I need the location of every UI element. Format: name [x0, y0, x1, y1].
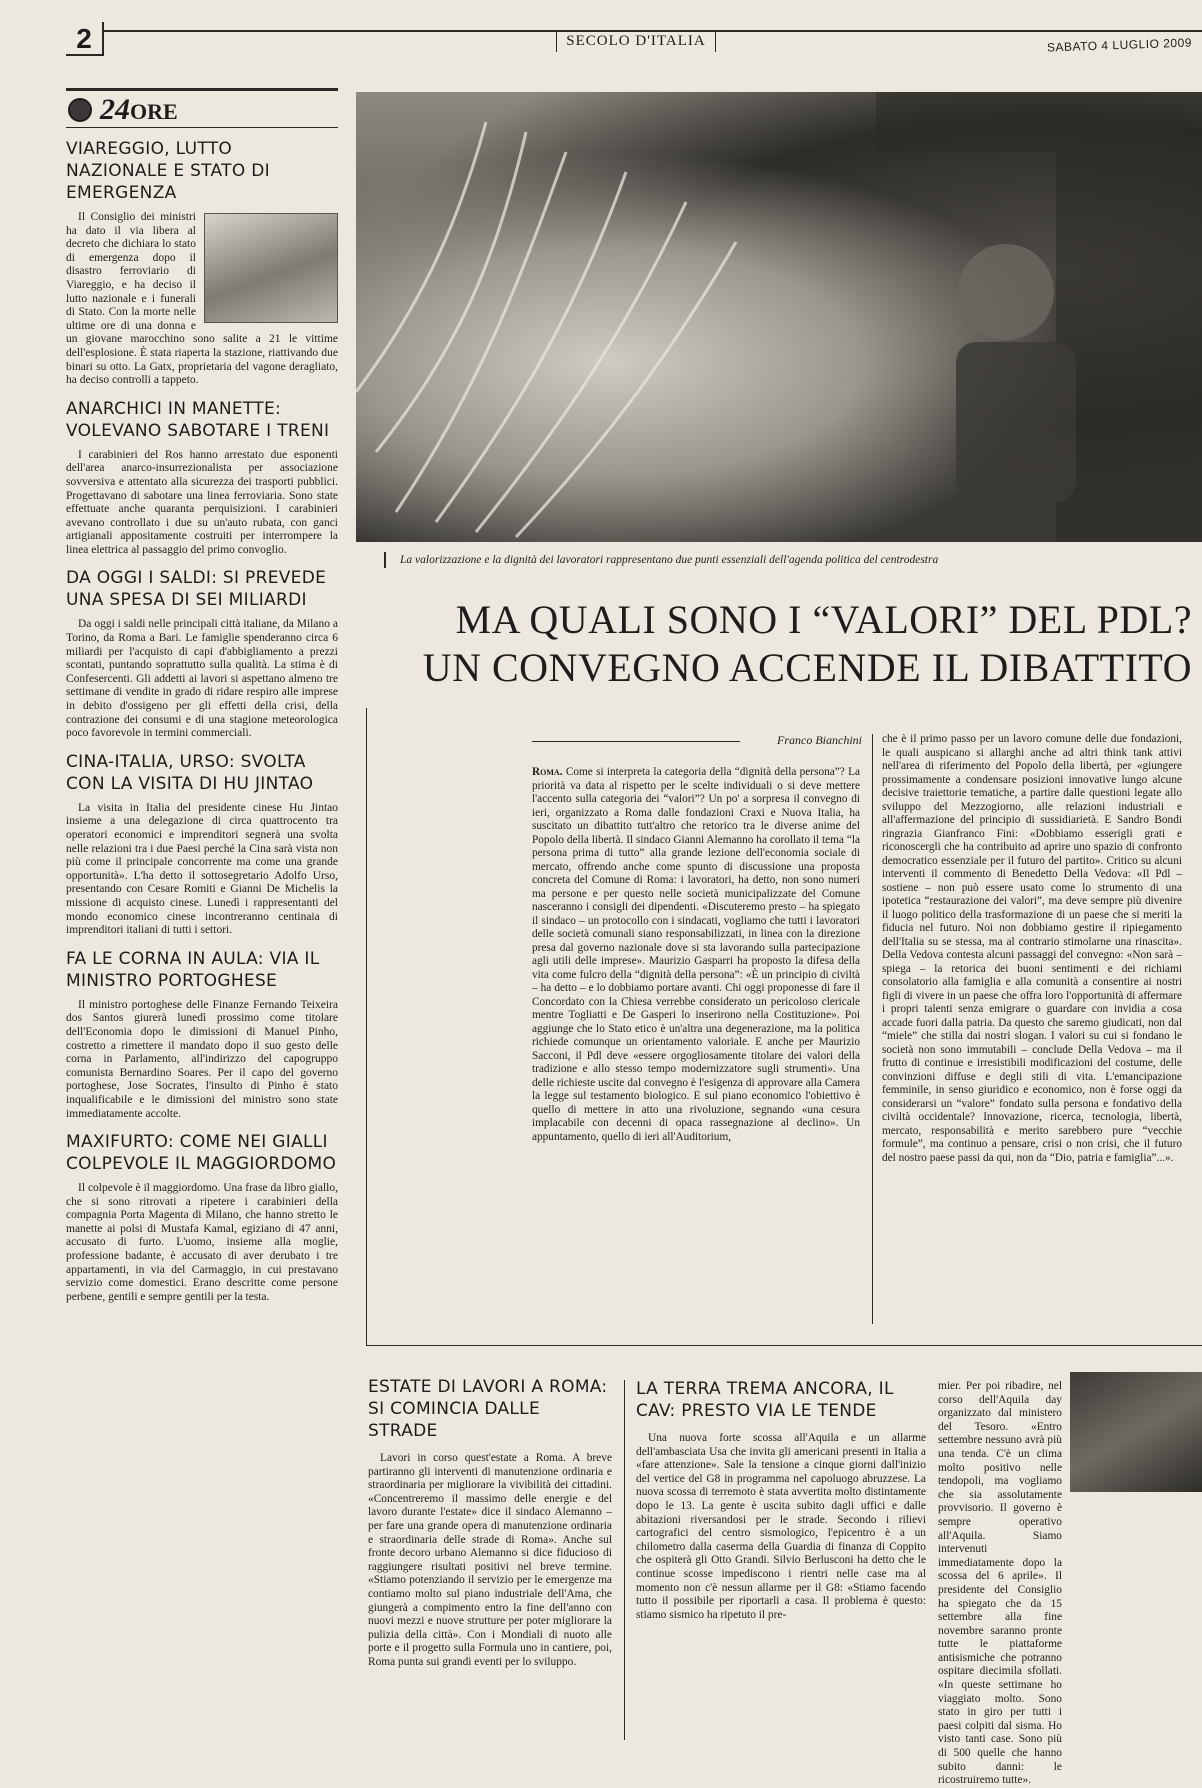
brief-title: VIAREGGIO, LUTTO NAZIONALE E STATO DI EMERGENZA [66, 139, 270, 203]
news-brief [66, 1131, 338, 1304]
brief-body: Il colpevole è il maggiordomo. Una frase da libro giallo, che si sono ritrovati a ripetere i carabinieri della compagnia Porta Magenta di Milano, che hanno stretto le manette ai polsi di Mustafa Kamal, egiziano di 47 anni, accusato di furto. L'uomo, insieme alla moglie, professione badante, è accusato di aver derubato i tre appartamenti, in via del Carmaggio, in cui prestavano servizio come domestici. Erano descritte come persone perbene, gentili e sempre gentili per la testa. [66, 1182, 338, 1303]
brief-title: FA LE CORNA IN AULA: VIA IL MINISTRO PORTOGHESE [66, 948, 320, 991]
bottom-story-earthquake [636, 1378, 926, 1746]
lead-photo [356, 92, 1202, 542]
byline: Franco Bianchini [777, 733, 862, 747]
article-column-1: Roma. Come si interpreta la categoria della “dignità della persona”? La priorità va data al rispetto per le scelte individuali o si deve mettere l'accento sulla categoria dei “valori”? Un po' a sorpresa il convegno di ieri, organizzato a Roma dalle fondazioni Craxi e Nuova Italia, ha suscitato un dibattito tutt'altro che retorico tra le diverse anime del Popolo della libertà. Il sindaco Gianni Alemanno ha corollato il tema “la persona prima di tutto” alla grande lezione dell'economia sociale di mercato, offrendo anche come spunto di discussione una proposta concreta del Comune di Roma: i lavoratori, ha detto, non sono numeri ma persone e per questo nelle società municipalizzate del Comune nasceranno i consigli dei dipendenti. «Discuteremo presto – ha spiegato il sindaco – un protocollo con i sindacati, vogliamo che tutti i lavoratori delle società comunali siano responsabilizzati, in linea con la direzione presa dal governo nazionale dove si sta lavorando sulla partecipazione agli utili delle imprese». Maurizio Gasparri ha proposto la difesa della vita come fulcro della “dignità della persona”: «È un principio di civiltà – ha detto – e lo dobbiamo portare avanti. Chi oggi proponesse di fare il Concordato con la Chiesa verrebbe considerato un pericoloso clericale mentre Togliatti e De Gasperi lo inserirono nella Costituzione». Poi aggiunge che lo Stato etico è un'altra una degenerazione, ma la politica richiede comunque un orientamento valoriale. E anche per Maurizio Sacconi, il Pdl deve «essere orgogliosamente titolare dei valori della tradizione e allo stesso tempo modernizzatore sugli strumenti». Una delle richieste uscite dal convegno è l'esigenza di approvare alla Camera la legge sul testamento biologico. E sul piano economico l'obiettivo è quello di mettere in atto una rivoluzione, segnando «una cesura implacabile con decenni di opaca rassegnazione al declino». Un appuntamento, quello di ieri all'Auditorium, [532, 766, 860, 1143]
article-column-2: che è il primo passo per un lavoro comune delle due fondazioni, le quali auspicano si allarghi anche ad altri think tank attivi nell'area di riferimento del Popolo della libertà, per «giungere prossimamente a condensare posizioni innovative lungo alcune decisive traiettorie tematiche, a partire dalle questioni legate allo sviluppo del Mezzogiorno, alle relazioni industriali e all'affermazione del principio di sussidiarietà. E Sandro Bondi ringrazia Gianfranco Fini: «Dobbiamo esserigli grati e riconoscergli che ha contribuito ad aprire uno spazio di confronto democratico essenziale per il futuro del partito». Critico su alcuni interventi il commento di Benedetto Della Vedova: «Il Pdl – sostiene – non può essere usato come lo strumento di una ipotetica “restaurazione dei valori”, ma deve sempre più divenire il luogo politico della trasformazione di un paese che si meriti la fiducia nel futuro. Noi non dobbiamo gestire il ripiegamento dell'Italia su se stessa, ma al contrario stimolarne una rinascita». Della Vedova contesta alcuni passaggi del convegno: «Non sarà – spiega – la retorica dei buoni sentimenti e dei richiami consolatorio alla famiglia e alla comunità a consentire ai nostri figli di vivere in un paese che offra loro l'opportunità di affermare i propri talenti senza emigrare o guardare con invidia a cosa accade fuori dalla patria. Da questo che saremo giudicati, non dal “miele” che stilla dai nostri slogan. I valori su cui si fondano le società non sono immutabili – conclude Della Vedova – ma il frutto di continue e irresistibili modificazioni del costume, delle convinzioni diffuse e degli stili di vita. L'emancipazione femminile, in senso giuridico e economico, non è forse oggi da considerarsi un “valore” fondato sulla persona e fondativo della civiltà occidentale? Innovazione, ricerca, tecnologia, libertà, mercato, responsabilità e merito sarebbero pure “vecchie formule”, ma continuo a pensare, crisi o non crisi, che il futuro del nostro paese passi da qui, non da “Dio, patria e famiglia”...». [882, 733, 1182, 1164]
turbine-illustration [356, 92, 1202, 542]
main-headline: MA QUALI SONO I “VALORI” DEL PDL? UN CONVEGNO ACCENDE IL DIBATTITO [422, 597, 1192, 690]
brief-body: Il Consiglio dei ministri ha dato il via libera al decreto che dichiara lo stato di emergenza dopo il disastro ferroviario di Viareggio, e ha deciso il lutto nazionale e i funerali di Stato. Con la morte nelle ultime ore di una donna e un giovane marocchino sono salite a 21 le vittime dell'esplosione. È stata riaperta la stazione, riattivando due binari su otto. La Gatx, proprietaria del vagone deragliato, ha deciso controlli a tappeto. [66, 211, 338, 387]
story-body-continued: mier. Per poi ribadire, nel corso dell'Aquila day organizzato dal ministero del Tesoro. «Entro settembre nessuno avrà più una tenda. C'è un clima molto positivo nelle tendopoli, ma vogliamo che sia assolutamente provvisorio. Il governo è sempre operativo all'Aquila. Siamo intervenuti immediatamente dopo la scossa del 6 aprile». Il presidente del Consiglio ha spiegato che da 15 settembre alla fine novembre saranno pronte tutte le piattaforme antisismiche che potranno ospitare diecimila sfollati. «In queste settimane ho viaggiato molto. Sono stato in giro per tutti i paesi colpiti dal sisma. Ho visto tanti case. Sono più di 500 quelle che hanno subito danni: le ricostruiremo tutte». [938, 1380, 1062, 1787]
brief-body: Da oggi i saldi nelle principali città italiane, da Milano a Torino, da Roma a Bari. Le famiglie spenderanno circa 6 miliardi per l'acquisto di capi d'abbigliamento a prezzi scontati, puntando soprattutto sulla qualità. La stima è di Confesercenti. Gli addetti ai lavori si aspettano almeno tre settimane di vendite in grado di ridare respiro alle imprese in debito d'ossigeno per gli effetti della crisi, della contrazione dei consumi e di una stagione meteorologica poco favorevole in termini commerciali. [66, 618, 338, 740]
issue-date: SABATO 4 LUGLIO 2009 [1046, 35, 1193, 55]
news-brief [66, 567, 338, 740]
column-divider [624, 1380, 625, 1740]
story-title: ESTATE DI LAVORI A ROMA: SI COMINCIA DALLE STRADE [368, 1377, 608, 1441]
section-banner [66, 88, 338, 128]
story-body: Lavori in corso quest'estate a Roma. A breve partiranno gli interventi di manutenzione ordinaria e straordinaria per migliorare la vivibilità dei cittadini. «Concentreremo il massimo delle energie e del lavoro durante l'estate» dice il sindaco Alemanno – per fare una grande opera di manutenzione ordinaria e straordinaria delle strade di Roma». Anche sul fronte decoro urbano Alemanno si dice fiducioso di raggiungere risultati positivi nel breve termine. «Stiamo potenziando il servizio per le emergenze ma contiamo molto sul piano industriale dell'Ama, che giungerà a compimento entro la fine dell'anno con nuovi mezzi e nuove strutture per poter migliorare la pulizia della città». Con i Mondiali di nuoto alle porte e il progetto sulla Formula uno in cantiere, poi, Roma punta sui grandi eventi per lo sviluppo. [368, 1452, 612, 1668]
brief-body: La visita in Italia del presidente cinese Hu Jintao insieme a una delegazione di circa quattrocento tra operatori economici e imprenditori segnerà una svolta nelle relazioni tra i due Paesi perché la Cina sarà vista non più come il principale concorrente ma come una grande opportunità». L'ha detto il sottosegretario Adolfo Urso, presentando con Cesare Romiti e Gianni De Michelis la missione di acquisto cinese. Lunedì i rappresentanti del mondo economico cinese incontreranno centinaia di imprenditori italiani di tutti i settori. [66, 801, 338, 937]
news-brief [66, 751, 338, 938]
earthquake-photo-thumbnail [1070, 1372, 1202, 1492]
news-brief [66, 398, 338, 558]
section-label: 24ORE [100, 93, 178, 126]
news-photo-thumbnail [204, 213, 338, 323]
story-title: LA TERRA TREMA ANCORA, IL CAV: PRESTO VIA LE TENDE [636, 1379, 894, 1421]
news-brief [66, 948, 338, 1121]
brief-title: CINA-ITALIA, URSO: SVOLTA CON LA VISITA DI HU JINTAO [66, 751, 314, 794]
brief-title: ANARCHICI IN MANETTE: VOLEVANO SABOTARE I TRENI [66, 398, 330, 441]
brief-title: MAXIFURTO: COME NEI GIALLI COLPEVOLE IL MAGGIORDOMO [66, 1132, 337, 1175]
left-column [66, 88, 338, 1314]
brief-body: Il ministro portoghese delle Finanze Fernando Teixeira dos Santos giurerà lunedì prossimo come titolare dell'Economia dopo le dimissioni di Manuel Pinho, costretto a rimettere il mandato dopo il suo gesto delle corna in Parlamento, all'indirizzo del capogruppo comunista Bernardino Soares. Per il capo del governo portoghese, Jose Socrates, l'insulto di Pinho è stato inqualificabile e le dimissioni del ministro sono state immediatamente accolte. [66, 998, 338, 1120]
story-body: Una nuova forte scossa all'Aquila e un allarme dell'ambasciata Usa che invita gli americani presenti in Italia a «fare attenzione». Sale la tensione a cinque giorni dall'inizio del vertice del G8 in programma nel capoluogo abruzzese. La nuova scossa di terremoto è stata avvertita molto distintamente dopo le 13. La gente è uscita subito dagli uffici e dalle abitazioni riversandosi per le strade. Secondo i rilievi cartografici del centro sismologico, l'epicentro è a un chilometro dalla caserma della Guardia di finanza di Coppito che ospiterà gli Otto Grandi. Silvio Berlusconi ha detto che le continue scosse impediscono i rientri nelle case ma al momento non c'è nessun allarme per il G8: «Stiamo facendo tutto il possibile per riportarli a casa. Il problema è questo: stiamo sismico ha ripetuto il pre- [636, 1432, 926, 1621]
newspaper-title: SECOLO D'ITALIA [556, 30, 716, 52]
news-brief [66, 138, 338, 388]
photo-caption: La valorizzazione e la dignità dei lavoratori rappresentano due punti essenziali dell'agenda politica del centrodestra [384, 552, 1184, 568]
dateline: Roma. [532, 766, 563, 778]
globe-icon [68, 98, 92, 122]
bottom-story-earthquake-continued [938, 1380, 1062, 1787]
page-number: 2 [66, 22, 104, 56]
column-divider [872, 734, 873, 1324]
brief-title: DA OGGI I SALDI: SI PREVEDE UNA SPESA DI SEI MILIARDI [66, 568, 327, 611]
bottom-story-rome [368, 1376, 612, 1746]
brief-body: I carabinieri del Ros hanno arrestato due esponenti dell'area anarco-insurrezionalista per associazione sovversiva e attentato alla sicurezza dei trasporti pubblici. Progettavano di sabotare una linea ferroviaria. Sono state effettuate anche quaranta perquisizioni. I carabinieri avevano controllato i due su un'auto rubata, con ganci artigianali appositamente costruiti per interrompere la linea elettrica al passaggio del primo convoglio. [66, 448, 338, 556]
